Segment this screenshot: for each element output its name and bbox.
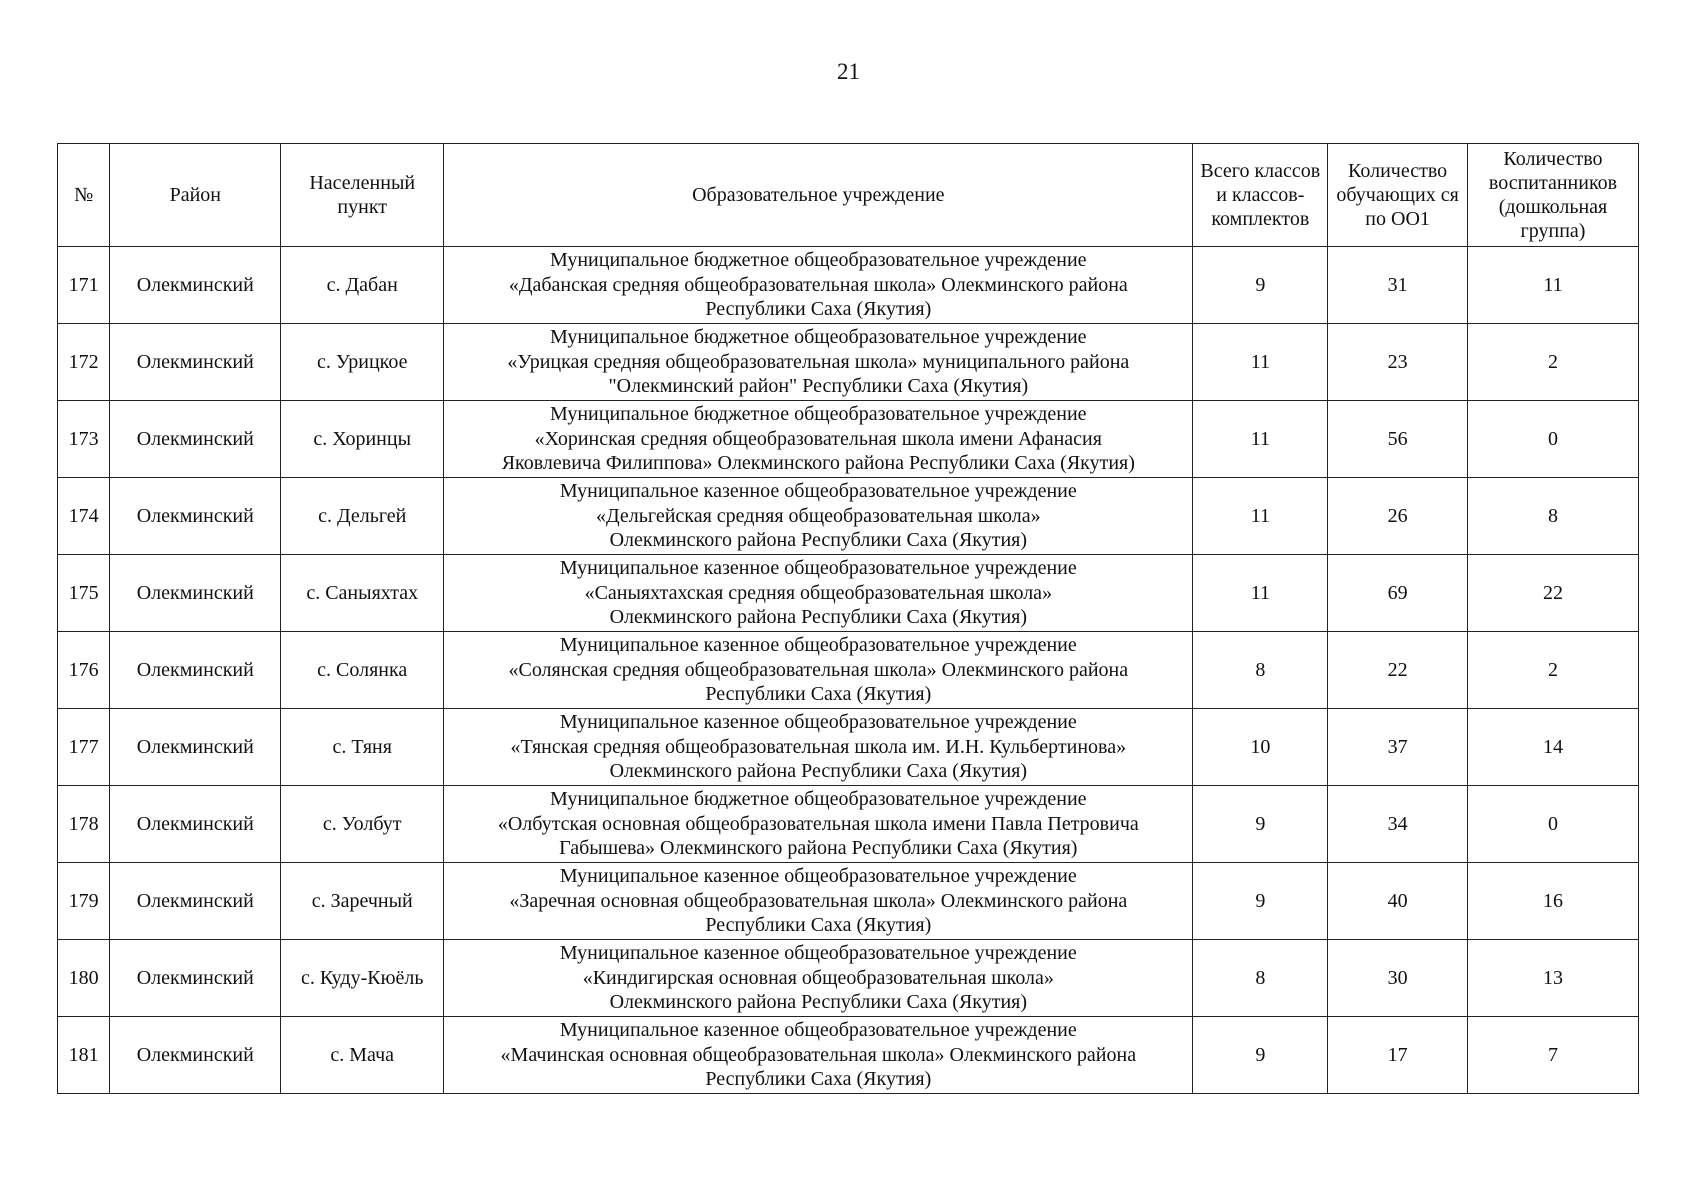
header-students: Количество обучающих ся по ОО1 — [1328, 144, 1468, 247]
header-preschool: Количество воспитанников (дошкольная группа) — [1467, 144, 1638, 247]
institution-line: Республики Саха (Якутия) — [705, 914, 932, 937]
institution-line: Олекминского района Республики Саха (Якутия) — [609, 606, 1028, 629]
institution-line: «Урицкая средняя общеобразовательная школа» муниципального района — [507, 350, 1130, 373]
schools-table — [57, 143, 1639, 1094]
cell-place: с. Уолбут — [281, 786, 444, 863]
cell-preschool: 11 — [1467, 247, 1638, 324]
cell-district: Олекминский — [110, 324, 281, 401]
cell-preschool: 8 — [1467, 478, 1638, 555]
cell-no: 177 — [58, 709, 110, 786]
cell-preschool: 0 — [1467, 786, 1638, 863]
table-row — [58, 1017, 1639, 1094]
table-row — [58, 632, 1639, 709]
cell-institution — [444, 786, 1193, 863]
institution-line: Яковлевича Филиппова» Олекминского района Республики Саха (Якутия) — [501, 452, 1135, 475]
cell-place: с. Дельгей — [281, 478, 444, 555]
cell-no: 178 — [58, 786, 110, 863]
institution-line: «Киндигирская основная общеобразовательная школа» — [582, 966, 1054, 989]
cell-no: 179 — [58, 863, 110, 940]
cell-institution — [444, 247, 1193, 324]
cell-district: Олекминский — [110, 863, 281, 940]
cell-institution — [444, 478, 1193, 555]
institution-line: «Олбутская основная общеобразовательная школа имени Павла Петровича — [497, 812, 1139, 835]
cell-students: 22 — [1328, 632, 1468, 709]
cell-classes: 11 — [1193, 324, 1328, 401]
cell-students: 17 — [1328, 1017, 1468, 1094]
page-number: 21 — [837, 59, 860, 84]
header-classes: Всего классов и классов-комплектов — [1193, 144, 1328, 247]
institution-line: Муниципальное казенное общеобразовательное учреждение — [559, 557, 1077, 580]
cell-preschool: 7 — [1467, 1017, 1638, 1094]
institution-line: Муниципальное бюджетное общеобразовательное учреждение — [550, 403, 1087, 426]
cell-no: 172 — [58, 324, 110, 401]
institution-line: «Тянская средняя общеобразовательная школа им. И.Н. Кульбертинова» — [510, 735, 1127, 758]
cell-classes: 9 — [1193, 863, 1328, 940]
institution-line: Республики Саха (Якутия) — [705, 298, 932, 321]
cell-district: Олекминский — [110, 1017, 281, 1094]
institution-line: Олекминского района Республики Саха (Якутия) — [609, 529, 1028, 552]
institution-line: Муниципальное казенное общеобразовательное учреждение — [559, 634, 1077, 657]
cell-no: 171 — [58, 247, 110, 324]
cell-institution — [444, 632, 1193, 709]
cell-place: с. Дабан — [281, 247, 444, 324]
cell-preschool: 13 — [1467, 940, 1638, 1017]
institution-line: Олекминского района Республики Саха (Якутия) — [609, 760, 1028, 783]
institution-line: Муниципальное бюджетное общеобразовательное учреждение — [550, 326, 1087, 349]
table-row — [58, 401, 1639, 478]
cell-no: 181 — [58, 1017, 110, 1094]
cell-place: с. Хоринцы — [281, 401, 444, 478]
table-row — [58, 863, 1639, 940]
cell-classes: 11 — [1193, 401, 1328, 478]
cell-institution — [444, 940, 1193, 1017]
cell-district: Олекминский — [110, 940, 281, 1017]
institution-line: Муниципальное казенное общеобразовательное учреждение — [559, 942, 1077, 965]
cell-students: 37 — [1328, 709, 1468, 786]
cell-students: 56 — [1328, 401, 1468, 478]
cell-no: 175 — [58, 555, 110, 632]
cell-students: 30 — [1328, 940, 1468, 1017]
institution-line: Олекминского района Республики Саха (Якутия) — [609, 991, 1028, 1014]
table-row — [58, 478, 1639, 555]
cell-district: Олекминский — [110, 632, 281, 709]
cell-classes: 10 — [1193, 709, 1328, 786]
header-institution: Образовательное учреждение — [444, 144, 1193, 247]
cell-institution — [444, 555, 1193, 632]
cell-no: 174 — [58, 478, 110, 555]
cell-place: с. Мача — [281, 1017, 444, 1094]
institution-line: Республики Саха (Якутия) — [705, 683, 932, 706]
cell-classes: 8 — [1193, 632, 1328, 709]
cell-district: Олекминский — [110, 247, 281, 324]
cell-place: с. Урицкое — [281, 324, 444, 401]
cell-district: Олекминский — [110, 401, 281, 478]
cell-institution — [444, 401, 1193, 478]
cell-place: с. Куду-Кюёль — [281, 940, 444, 1017]
cell-classes: 9 — [1193, 1017, 1328, 1094]
table-row — [58, 940, 1639, 1017]
header-no: № — [58, 144, 110, 247]
cell-preschool: 16 — [1467, 863, 1638, 940]
institution-line: Муниципальное бюджетное общеобразовательное учреждение — [550, 249, 1087, 272]
cell-place: с. Солянка — [281, 632, 444, 709]
cell-institution — [444, 863, 1193, 940]
cell-classes: 9 — [1193, 786, 1328, 863]
institution-line: «Солянская средняя общеобразовательная школа» Олекминского района — [508, 658, 1129, 681]
cell-place: с. Саныяхтах — [281, 555, 444, 632]
header-district: Район — [110, 144, 281, 247]
cell-institution — [444, 709, 1193, 786]
cell-classes: 8 — [1193, 940, 1328, 1017]
cell-preschool: 2 — [1467, 324, 1638, 401]
institution-line: Муниципальное казенное общеобразовательное учреждение — [559, 865, 1077, 888]
cell-students: 31 — [1328, 247, 1468, 324]
cell-district: Олекминский — [110, 478, 281, 555]
cell-place: с. Заречный — [281, 863, 444, 940]
cell-classes: 11 — [1193, 478, 1328, 555]
table-row — [58, 324, 1639, 401]
institution-line: Муниципальное казенное общеобразовательное учреждение — [559, 480, 1077, 503]
cell-students: 34 — [1328, 786, 1468, 863]
table-row — [58, 555, 1639, 632]
cell-students: 69 — [1328, 555, 1468, 632]
table-row — [58, 786, 1639, 863]
cell-no: 176 — [58, 632, 110, 709]
table-header-row — [58, 144, 1639, 247]
institution-line: «Заречная основная общеобразовательная школа» Олекминского района — [509, 889, 1128, 912]
cell-district: Олекминский — [110, 786, 281, 863]
cell-classes: 11 — [1193, 555, 1328, 632]
institution-line: «Саныяхтахская средняя общеобразовательная школа» — [584, 581, 1053, 604]
institution-line: Муниципальное казенное общеобразовательное учреждение — [559, 711, 1077, 734]
header-place: Населенный пункт — [281, 144, 444, 247]
cell-institution — [444, 324, 1193, 401]
cell-students: 40 — [1328, 863, 1468, 940]
institution-line: «Хоринская средняя общеобразовательная школа имени Афанасия — [534, 427, 1102, 450]
cell-place: с. Тяня — [281, 709, 444, 786]
cell-preschool: 14 — [1467, 709, 1638, 786]
institution-line: «Мачинская основная общеобразовательная школа» Олекминского района — [500, 1043, 1137, 1066]
table-row — [58, 247, 1639, 324]
institution-line: «Дельгейская средняя общеобразовательная школа» — [596, 504, 1041, 527]
institution-line: Республики Саха (Якутия) — [705, 1068, 932, 1091]
institution-line: "Олекминский район" Республики Саха (Якутия) — [608, 375, 1029, 398]
cell-district: Олекминский — [110, 709, 281, 786]
cell-institution — [444, 1017, 1193, 1094]
institution-line: Муниципальное бюджетное общеобразовательное учреждение — [550, 788, 1087, 811]
cell-preschool: 2 — [1467, 632, 1638, 709]
cell-no: 173 — [58, 401, 110, 478]
cell-no: 180 — [58, 940, 110, 1017]
institution-line: Габышева» Олекминского района Республики Саха (Якутия) — [559, 837, 1078, 860]
institution-line: «Дабанская средняя общеобразовательная школа» Олекминского района — [508, 273, 1128, 296]
institution-line: Муниципальное казенное общеобразовательное учреждение — [559, 1019, 1077, 1042]
cell-classes: 9 — [1193, 247, 1328, 324]
cell-district: Олекминский — [110, 555, 281, 632]
cell-students: 23 — [1328, 324, 1468, 401]
table-body — [58, 247, 1639, 1094]
cell-students: 26 — [1328, 478, 1468, 555]
table-row — [58, 709, 1639, 786]
cell-preschool: 0 — [1467, 401, 1638, 478]
cell-preschool: 22 — [1467, 555, 1638, 632]
